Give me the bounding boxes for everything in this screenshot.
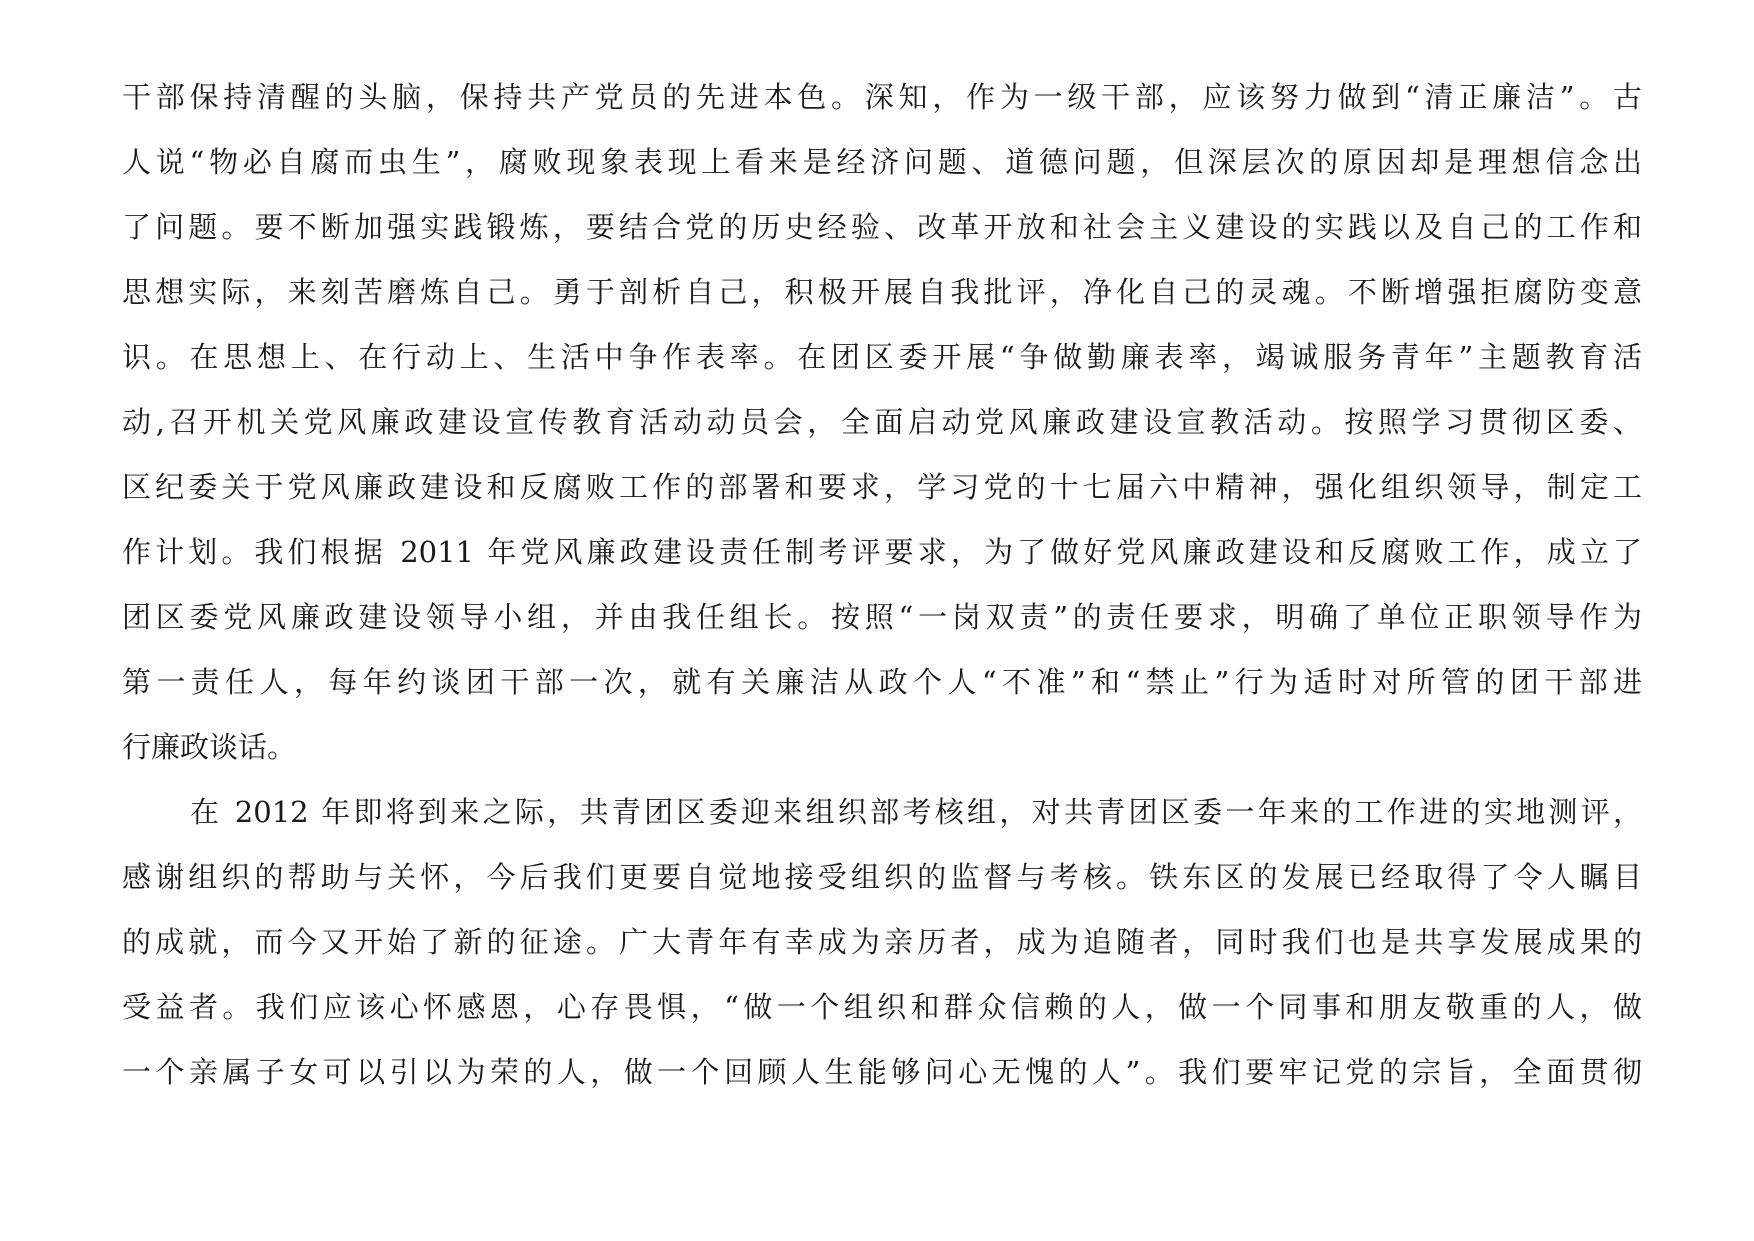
- text-line: 识。在思想上、在行动上、生活中争作表率。在团区委开展“争做勤廉表率，竭诚服务青年”主题教育活: [122, 340, 1642, 374]
- paragraph-2: [122, 780, 1642, 1105]
- text-line: 干部保持清醒的头脑，保持共产党员的先进本色。深知，作为一级干部，应该努力做到“清正廉洁”。古: [122, 80, 1642, 114]
- paragraph-1: [122, 65, 1642, 780]
- text-line: 作计划。我们根据 2011 年党风廉政建设责任制考评要求，为了做好党风廉政建设和反腐败工作，成立了: [122, 535, 1642, 569]
- text-line: 一个亲属子女可以引以为荣的人，做一个回顾人生能够问心无愧的人”。我们要牢记党的宗旨，全面贯彻: [122, 1055, 1642, 1089]
- text-line: 在 2012 年即将到来之际，共青团区委迎来组织部考核组，对共青团区委一年来的工作进的实地测评，: [190, 795, 1642, 829]
- text-line: 了问题。要不断加强实践锻炼，要结合党的历史经验、改革开放和社会主义建设的实践以及自己的工作和: [122, 210, 1642, 244]
- text-line: 思想实际，来刻苦磨炼自己。勇于剖析自己，积极开展自我批评，净化自己的灵魂。不断增强拒腐防变意: [122, 275, 1642, 309]
- text-line: 区纪委关于党风廉政建设和反腐败工作的部署和要求，学习党的十七届六中精神，强化组织领导，制定工: [122, 470, 1642, 504]
- document-body: [122, 65, 1642, 1105]
- text-line: 受益者。我们应该心怀感恩，心存畏惧，“做一个组织和群众信赖的人，做一个同事和朋友敬重的人，做: [122, 990, 1642, 1024]
- text-line: 人说“物必自腐而虫生”，腐败现象表现上看来是经济问题、道德问题，但深层次的原因却是理想信念出: [122, 145, 1642, 179]
- text-line: 感谢组织的帮助与关怀，今后我们更要自觉地接受组织的监督与考核。铁东区的发展已经取得了令人瞩目: [122, 860, 1642, 894]
- text-line: 团区委党风廉政建设领导小组，并由我任组长。按照“一岗双责”的责任要求，明确了单位正职领导作为: [122, 600, 1642, 634]
- text-line: 行廉政谈话。: [122, 730, 297, 764]
- text-line: 动,召开机关党风廉政建设宣传教育活动动员会，全面启动党风廉政建设宣教活动。按照学习贯彻区委、: [122, 405, 1642, 439]
- text-line: 第一责任人，每年约谈团干部一次，就有关廉洁从政个人“不准”和“禁止”行为适时对所管的团干部进: [122, 665, 1642, 699]
- text-line: 的成就，而今又开始了新的征途。广大青年有幸成为亲历者，成为追随者，同时我们也是共享发展成果的: [122, 925, 1642, 959]
